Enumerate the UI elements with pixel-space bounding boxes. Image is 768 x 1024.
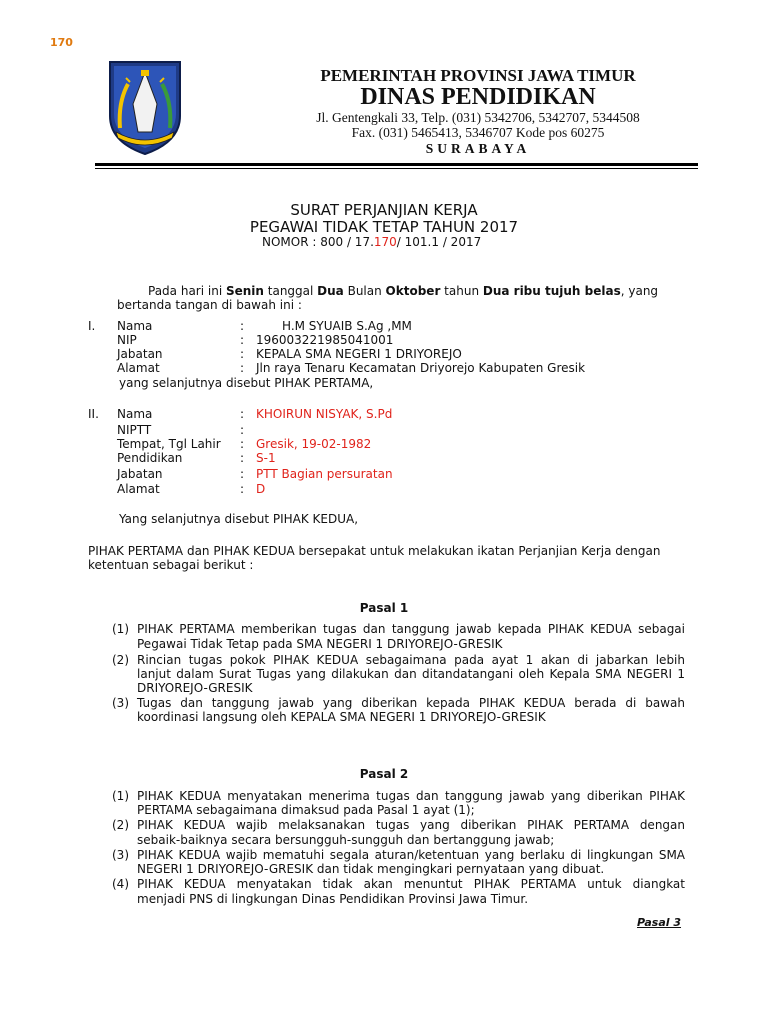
field-colon: :	[240, 451, 245, 465]
east-java-emblem-icon	[102, 58, 188, 156]
document-title: SURAT PERJANJIAN KERJA	[290, 201, 478, 219]
pasal2-item-line: PIHAK KEDUA wajib mematuhi segala aturan/ketentuan yang berlaku di lingkungan SMA	[137, 848, 685, 862]
party2-value: S-1	[256, 451, 276, 465]
field-colon: :	[240, 333, 245, 347]
pasal1-heading: Pasal 1	[359, 601, 409, 615]
header-rule-thick	[95, 163, 698, 166]
party2-label: Nama	[117, 407, 153, 421]
party2-label: NIPTT	[117, 423, 152, 437]
pasal1-item-line: PIHAK PERTAMA memberikan tugas dan tanggung jawab kepada PIHAK KEDUA sebagai	[137, 622, 685, 636]
party2-label: Jabatan	[117, 467, 163, 481]
party2-value: KHOIRUN NISYAK, S.Pd	[256, 407, 393, 421]
party2-label: Pendidikan	[117, 451, 183, 465]
party1-numeral: I.	[88, 319, 96, 333]
agreement-text-cont: ketentuan sebagai berikut :	[88, 558, 254, 572]
field-colon: :	[240, 319, 245, 333]
pasal2-item-line: PIHAK KEDUA menyatakan tidak akan menuntut PIHAK PERTAMA untuk diangkat	[137, 877, 685, 891]
field-colon: :	[240, 467, 245, 481]
party2-closing: Yang selanjutnya disebut PIHAK KEDUA,	[119, 512, 359, 526]
pasal2-item-line: PIHAK KEDUA wajib melaksanakan tugas yang diberikan PIHAK PERTAMA dengan	[137, 818, 685, 832]
pasal2-item-line: sebaik-baiknya secara bersungguh-sungguh dan bertanggung jawab;	[137, 833, 555, 847]
document-subtitle: PEGAWAI TIDAK TETAP TAHUN 2017	[249, 218, 519, 236]
pasal1-item-number: (2)	[112, 653, 129, 667]
address-line: Jl. Gentengkali 33, Telp. (031) 5342706, 5342707, 5344508	[316, 110, 640, 125]
party1-label: NIP	[117, 333, 137, 347]
agreement-text: PIHAK PERTAMA dan PIHAK KEDUA bersepakat untuk melakukan ikatan Perjanjian Kerja dengan	[88, 544, 661, 558]
party1-value: Jln raya Tenaru Kecamatan Driyorejo Kabupaten Gresik	[256, 361, 586, 375]
pasal2-item-number: (3)	[112, 848, 129, 862]
party1-value: KEPALA SMA NEGERI 1 DRIYOREJO	[256, 347, 462, 361]
pasal2-item-line: menjadi PNS di lingkungan Dinas Pendidikan Provinsi Jawa Timur.	[137, 892, 529, 906]
pasal1-item-line: DRIYOREJO-GRESIK	[137, 681, 253, 695]
field-colon: :	[240, 437, 245, 451]
party2-numeral: II.	[88, 407, 99, 421]
pasal1-item-line: Tugas dan tanggung jawab yang diberikan kepada PIHAK KEDUA berada di bawah	[137, 696, 685, 710]
party2-value: D	[256, 482, 266, 496]
pasal1-item-number: (3)	[112, 696, 129, 710]
party2-value: Gresik, 19-02-1982	[256, 437, 372, 451]
pasal2-item-line: NEGERI 1 DRIYOREJO-GRESIK dan tidak mengingkari pernyataan yang dibuat.	[137, 862, 605, 876]
party2-value: PTT Bagian persuratan	[256, 467, 393, 481]
fax-line: Fax. (031) 5465413, 5346707 Kode pos 60275	[351, 125, 605, 140]
party1-label: Alamat	[117, 361, 160, 375]
pasal2-heading: Pasal 2	[359, 767, 409, 781]
field-colon: :	[240, 347, 245, 361]
header-rule-thin	[95, 168, 698, 169]
field-colon: :	[240, 407, 245, 421]
pasal2-item-number: (4)	[112, 877, 129, 891]
party2-label: Alamat	[117, 482, 160, 496]
field-colon: :	[240, 482, 245, 496]
party1-value: 196003221985041001	[256, 333, 394, 347]
party2-label: Tempat, Tgl Lahir	[117, 437, 221, 451]
field-colon: :	[240, 361, 245, 375]
party1-value: H.M SYUAIB S.Ag ,MM	[282, 319, 412, 333]
party1-label: Nama	[117, 319, 153, 333]
next-page-marker: Pasal 3	[637, 916, 682, 929]
pasal1-item-line: Rincian tugas pokok PIHAK KEDUA sebagaimana pada ayat 1 akan di jabarkan lebih	[137, 653, 685, 667]
city-line: SURABAYA	[425, 141, 531, 156]
pasal2-item-number: (2)	[112, 818, 129, 832]
pasal1-item-line: lanjut dalam Surat Tugas yang dilakukan dan ditandatangani oleh Kepala SMA NEGERI 1	[137, 667, 685, 681]
pasal2-item-number: (1)	[112, 789, 129, 803]
opening-sentence-cont: bertanda tangan di bawah ini :	[117, 298, 302, 312]
opening-sentence: Pada hari ini Senin tanggal Dua Bulan Oktober tahun Dua ribu tujuh belas, yang	[148, 284, 659, 298]
pasal2-item-line: PERTAMA sebagaimana dimaksud pada Pasal 1 ayat (1);	[137, 803, 475, 817]
pasal2-item-line: PIHAK KEDUA menyatakan menerima tugas dan tanggung jawab yang diberikan PIHAK	[137, 789, 685, 803]
page-number: 170	[50, 36, 73, 49]
field-colon: :	[240, 423, 245, 437]
pasal1-item-line: Pegawai Tidak Tetap pada SMA NEGERI 1 DRIYOREJO-GRESIK	[137, 637, 503, 651]
department-name: DINAS PENDIDIKAN	[360, 84, 596, 110]
party1-label: Jabatan	[117, 347, 163, 361]
government-name: PEMERINTAH PROVINSI JAWA TIMUR	[320, 66, 636, 85]
party1-closing: yang selanjutnya disebut PIHAK PERTAMA,	[119, 376, 374, 390]
pasal1-item-line: koordinasi langsung oleh KEPALA SMA NEGERI 1 DRIYOREJO-GRESIK	[137, 710, 546, 724]
pasal1-item-number: (1)	[112, 622, 129, 636]
document-number: NOMOR : 800 / 17.170/ 101.1 / 2017	[262, 235, 482, 249]
